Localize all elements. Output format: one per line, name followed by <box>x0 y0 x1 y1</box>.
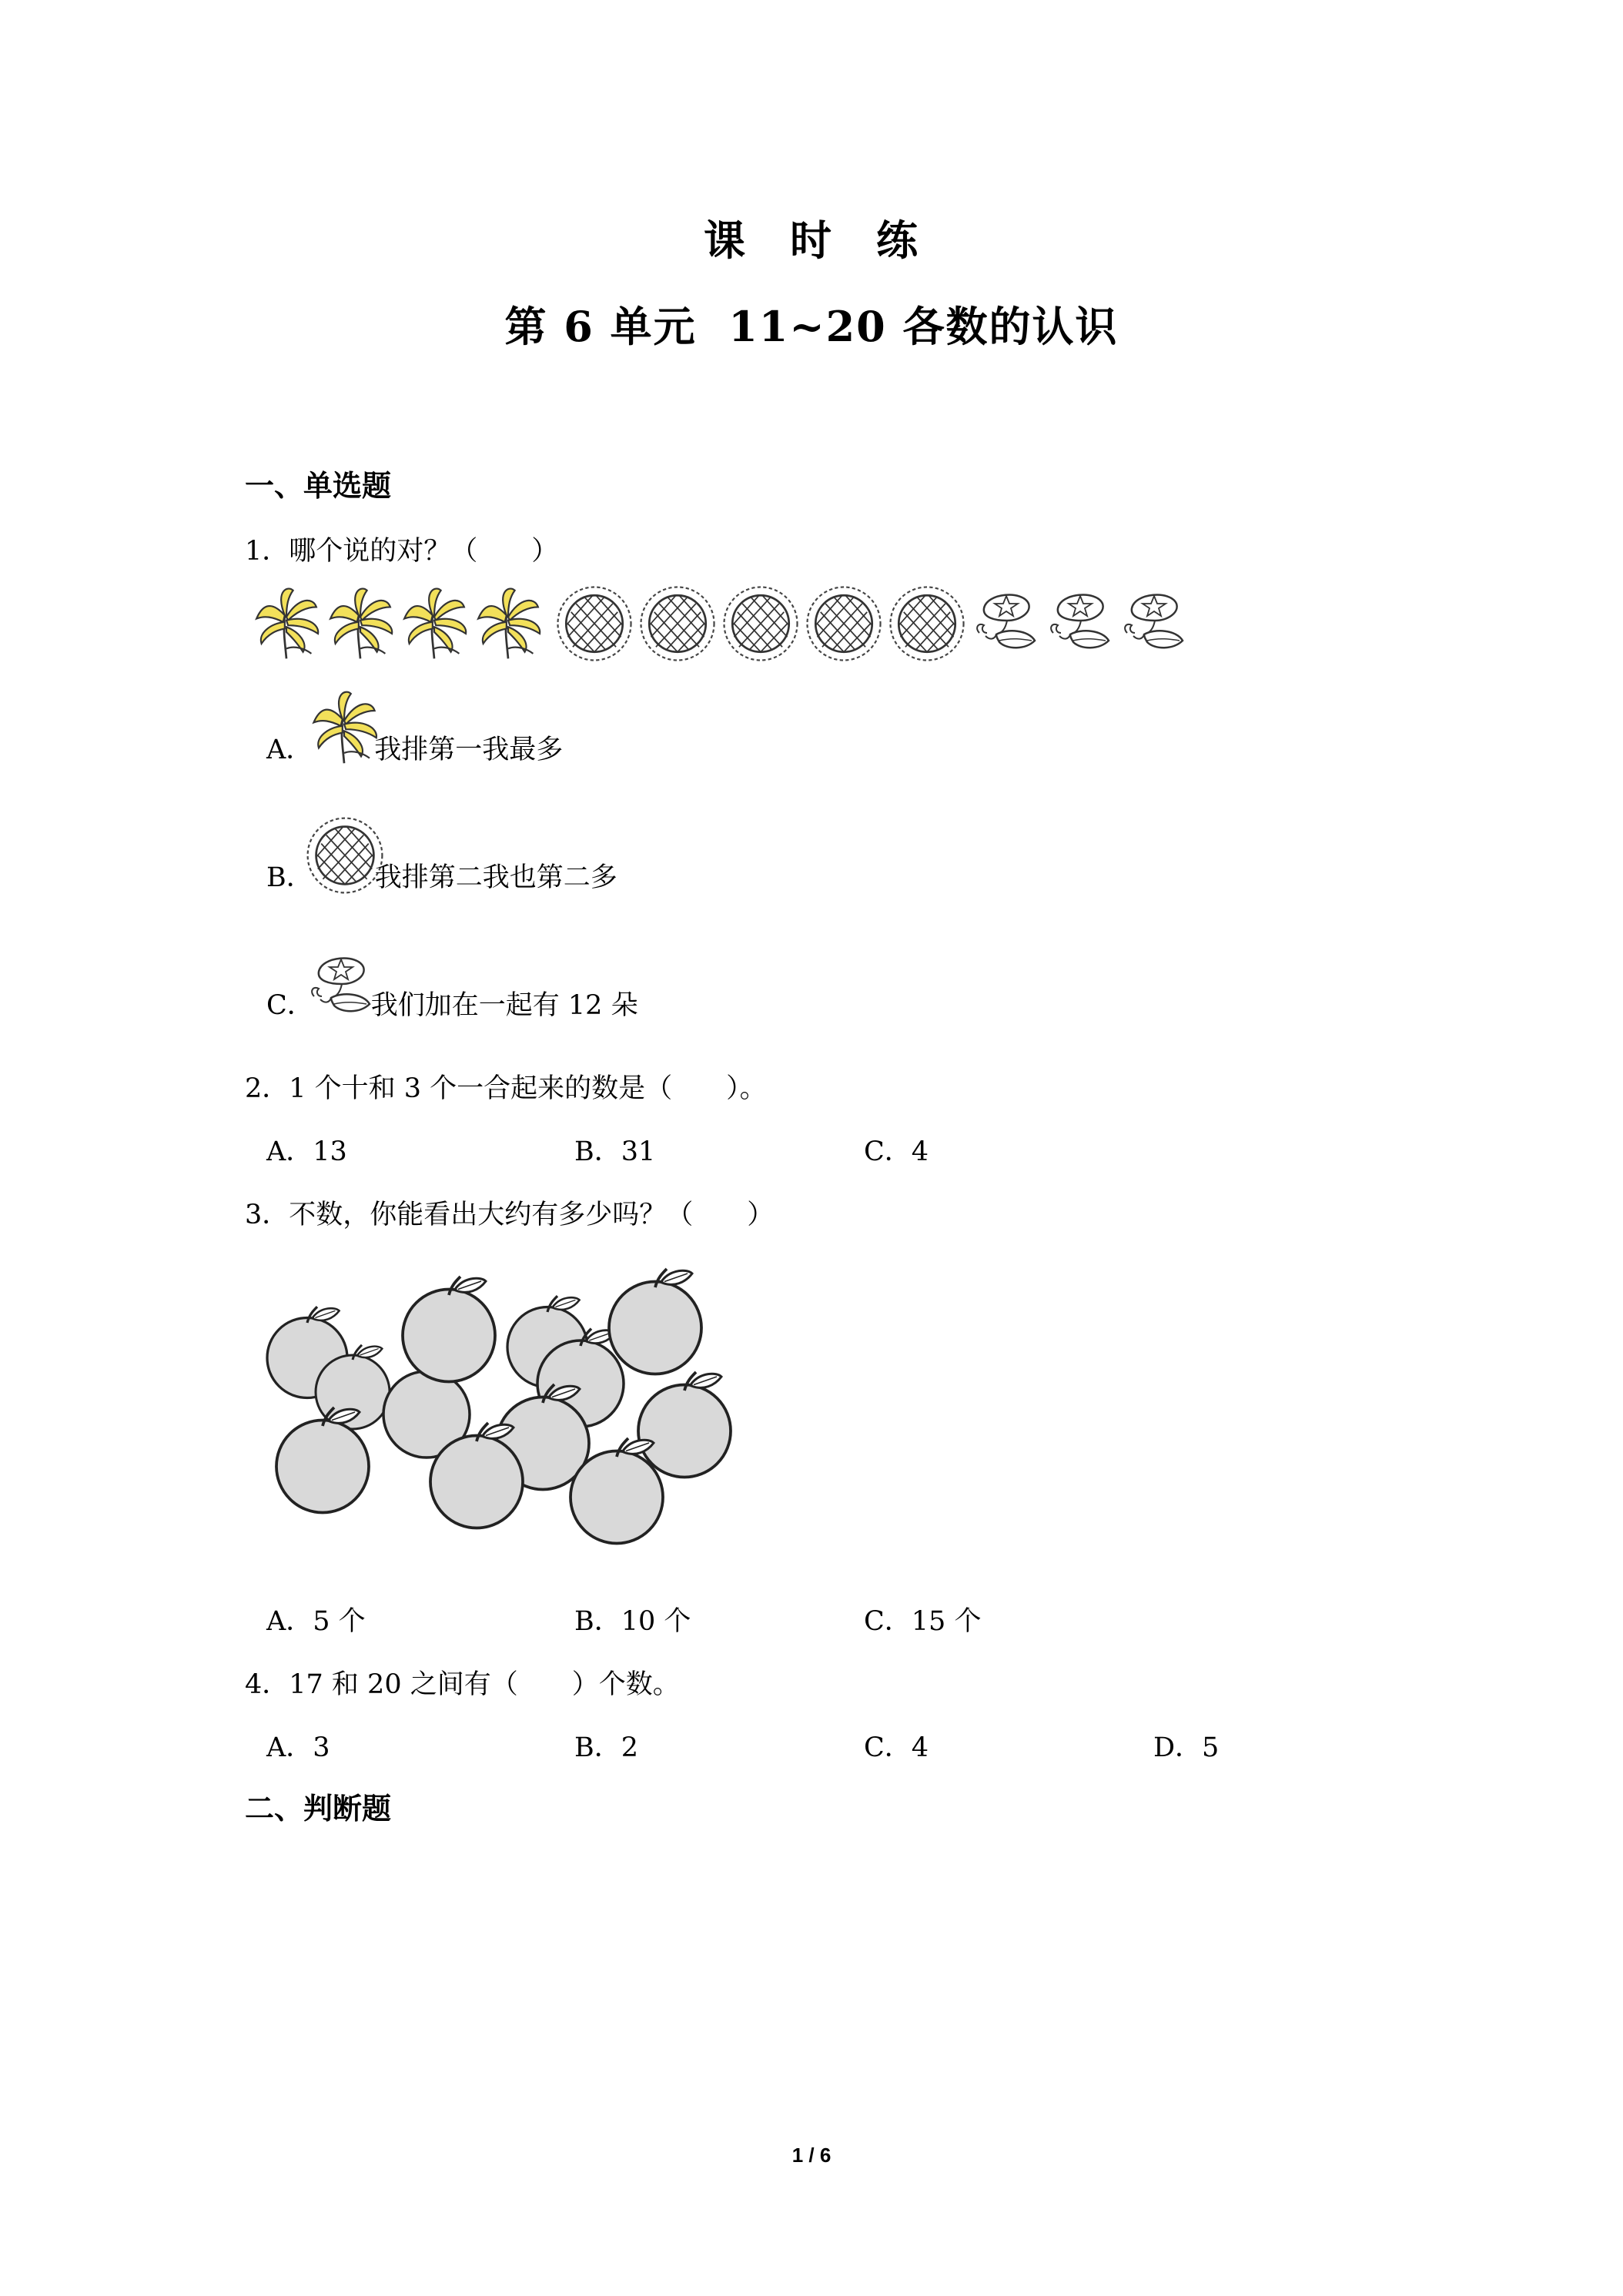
apples-image <box>254 1260 762 1552</box>
question-2-text: 2．1 个十和 3 个一合起来的数是（ ）。 <box>245 1073 767 1104</box>
page-subtitle: 第 6 单元 11~20 各数的认识 <box>504 302 1119 351</box>
question-4-option-d[interactable]: D．5 <box>1153 1732 1220 1763</box>
question-2-option-c[interactable]: C．4 <box>864 1136 929 1167</box>
question-3-option-c[interactable]: C．15 个 <box>864 1606 982 1637</box>
question-1-option-b[interactable] <box>266 813 617 898</box>
question-4-option-b[interactable]: B．2 <box>574 1732 638 1763</box>
question-1-option-c[interactable] <box>266 941 638 1026</box>
option-a-text: 我排第一我最多 <box>374 735 564 765</box>
morning-glory-icon <box>977 595 1183 648</box>
question-3-text: 3．不数，你能看出大约有多少吗？（ ） <box>245 1200 775 1230</box>
option-c-label: C． <box>266 990 314 1021</box>
question-3-option-b[interactable]: B．10 个 <box>574 1606 691 1637</box>
section-heading-single-choice: 一、单选题 <box>245 468 392 503</box>
question-2-option-b[interactable]: B．31 <box>574 1136 656 1167</box>
chrysanthemum-icon <box>256 589 540 659</box>
question-4-option-c[interactable]: C．4 <box>864 1732 929 1763</box>
page-title: 课 时 练 <box>704 216 919 265</box>
question-4-option-a[interactable]: A．3 <box>266 1732 330 1763</box>
option-c-text: 我们加在一起有 12 朵 <box>370 990 638 1021</box>
morning-glory-icon <box>303 949 380 1026</box>
question-1-text: 1．哪个说的对？（ ） <box>245 536 559 567</box>
option-b-label: B． <box>266 862 313 893</box>
question-2-option-a[interactable]: A．13 <box>266 1136 347 1167</box>
page-number: 1 / 6 <box>791 2144 832 2167</box>
section-heading-true-false: 二、判断题 <box>245 1791 392 1826</box>
flower-row <box>245 577 1200 670</box>
question-3-option-a[interactable]: A．5 个 <box>266 1606 366 1637</box>
option-b-text: 我排第二我也第二多 <box>374 862 617 893</box>
apple-icon <box>267 1269 731 1544</box>
option-a-label: A． <box>266 735 313 765</box>
question-4-text: 4．17 和 20 之间有（ ）个数。 <box>245 1669 680 1700</box>
question-1-option-a[interactable] <box>266 685 563 770</box>
sunflower-icon <box>557 587 963 660</box>
